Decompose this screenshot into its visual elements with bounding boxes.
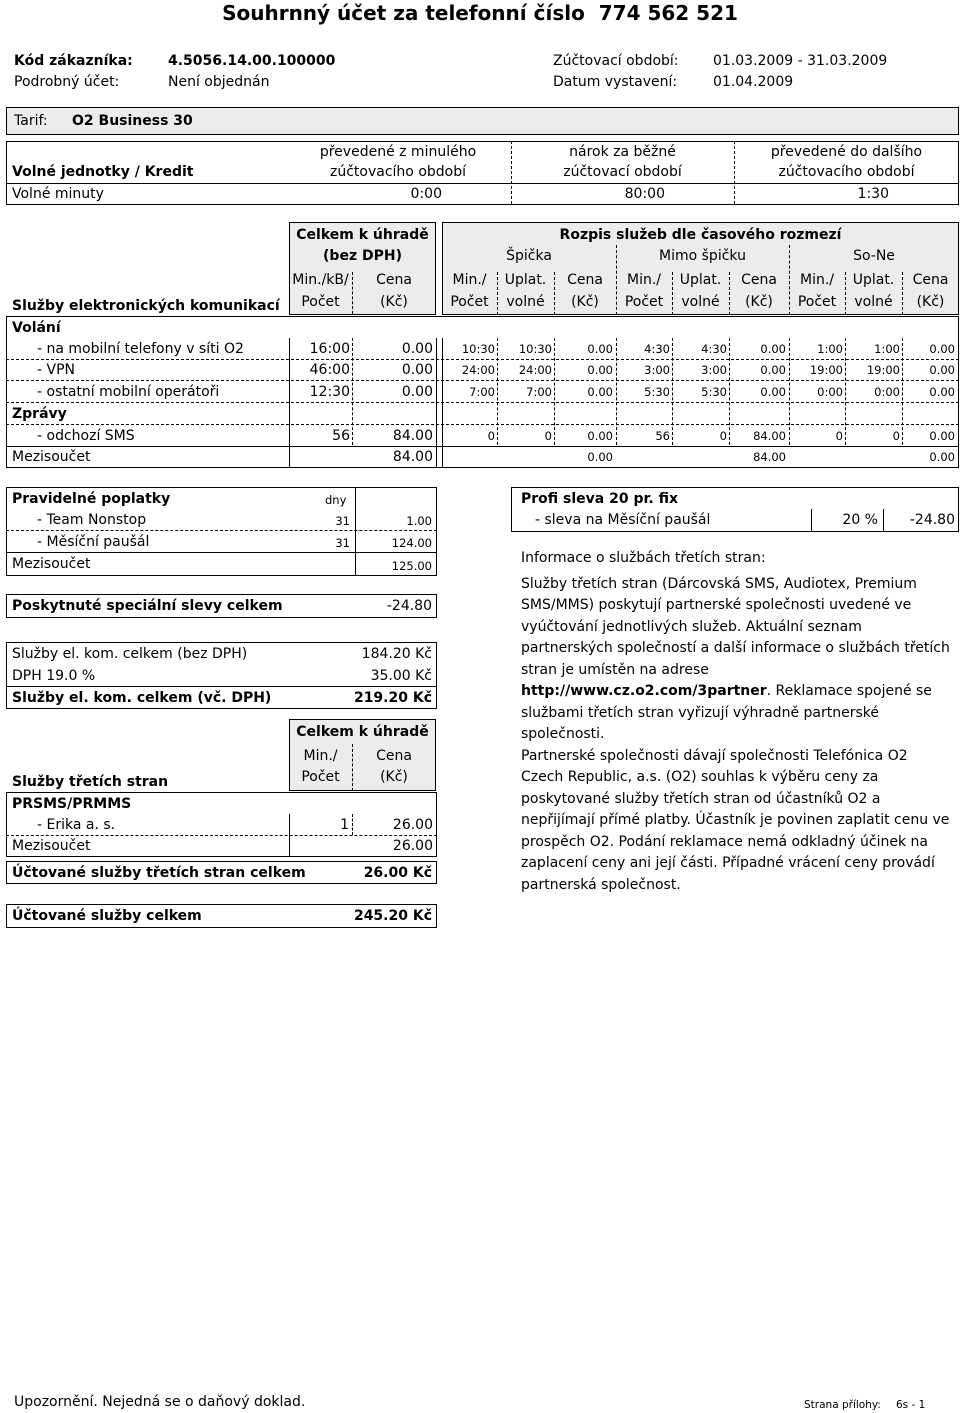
total-col1-line1: Min./kB/ <box>292 272 349 288</box>
row-price: 0.00 <box>401 341 433 357</box>
row-cell: 0.00 <box>929 429 955 443</box>
profi-title: Profi sleva 20 pr. fix <box>521 491 678 507</box>
customer-code: 4.5056.14.00.100000 <box>168 53 336 69</box>
row-cell: 0.00 <box>760 342 786 356</box>
total-value: 184.20 Kč <box>361 646 432 662</box>
profi-label: - sleva na Měsíční paušál <box>535 512 711 528</box>
row-cell: 0.00 <box>587 342 613 356</box>
row-cell: 3:00 <box>644 363 670 377</box>
row-cell: 5:30 <box>644 385 670 399</box>
offpeak-col2-line2: volné <box>681 294 720 310</box>
row-cell: 24:00 <box>461 363 495 377</box>
page-title: Souhrnný účet za telefonní číslo 774 562 521 <box>222 1 738 25</box>
weekend-col2-line2: volné <box>854 294 893 310</box>
row-cell: 0 <box>487 429 495 443</box>
peak-col3-line1: Cena <box>567 272 603 288</box>
customer-code-label: Kód zákazníka: <box>14 53 133 69</box>
subtotal-offpeak: 84.00 <box>753 450 786 464</box>
row-cell: 56 <box>655 429 670 443</box>
regular-item-amount: 124.00 <box>391 536 432 550</box>
third-col2-line1: Cena <box>376 748 412 764</box>
third-total-label: Účtované služby třetích stran celkem <box>12 865 306 881</box>
services-section-title: Služby elektronických komunikací <box>12 298 280 314</box>
weekend-col1-line1: Min./ <box>799 272 834 288</box>
third-title: Služby třetích stran <box>12 774 169 790</box>
units-value-3: 1:30 <box>857 186 889 202</box>
third-total-value: 26.00 Kč <box>363 865 432 881</box>
row-cell: 0.00 <box>587 385 613 399</box>
row-cell: 0.00 <box>587 429 613 443</box>
regular-item-days: 31 <box>335 514 350 528</box>
issue-value: 01.04.2009 <box>713 74 794 90</box>
row-cell: 0.00 <box>760 385 786 399</box>
days-label: dny <box>325 493 347 507</box>
detail-value: Není objednán <box>168 74 270 90</box>
row-cell: 0 <box>544 429 552 443</box>
regular-subtotal: 125.00 <box>391 559 432 573</box>
offpeak-col2-line1: Uplat. <box>679 272 722 288</box>
third-party-info <box>521 548 953 896</box>
row-cell: 0.00 <box>760 363 786 377</box>
row-cell: 4:30 <box>701 342 727 356</box>
offpeak-col1-line2: Počet <box>624 294 664 310</box>
row-cell: 24:00 <box>518 363 552 377</box>
regular-subtotal-label: Mezisoučet <box>12 556 91 572</box>
offpeak-col1-line1: Min./ <box>626 272 661 288</box>
units-value-2: 80:00 <box>624 186 665 202</box>
peak-col2-line1: Uplat. <box>504 272 547 288</box>
row-cell: 0.00 <box>929 363 955 377</box>
row-cell: 19:00 <box>809 363 843 377</box>
row-cell: 0.00 <box>929 385 955 399</box>
units-col3-line2: zúčtovacího období <box>778 164 915 180</box>
subtotal-peak: 0.00 <box>587 450 613 464</box>
units-row-label: Volné minuty <box>12 186 104 202</box>
peak-col1-line2: Počet <box>450 294 489 310</box>
grand-total-label: Účtované služby celkem <box>12 908 202 924</box>
total-header-line1: Celkem k úhradě <box>296 227 429 243</box>
peak-col2-line2: volné <box>506 294 545 310</box>
peak-col3-line2: (Kč) <box>571 294 599 310</box>
third-col1-line1: Min./ <box>303 748 338 764</box>
row-label: - VPN <box>37 362 75 378</box>
units-col2-line1: nárok za běžné <box>569 144 676 160</box>
total-value: 219.20 Kč <box>353 690 432 706</box>
weekend-col3-line1: Cena <box>912 272 949 288</box>
services-subtotal-price: 84.00 <box>392 449 433 465</box>
row-price: 0.00 <box>401 384 433 400</box>
row-cell: 0 <box>892 429 900 443</box>
row-cell: 0.00 <box>587 363 613 377</box>
period-offpeak: Mimo špičku <box>659 248 746 264</box>
row-cell: 7:00 <box>526 385 552 399</box>
units-title: Volné jednotky / Kredit <box>12 164 194 180</box>
subtotal-weekend: 0.00 <box>929 450 955 464</box>
tariff-label: Tarif: <box>14 113 48 129</box>
total-header-line2: (bez DPH) <box>323 248 402 264</box>
profi-pct: 20 % <box>842 512 878 528</box>
partner-url-link[interactable]: http://www.cz.o2.com/3partner <box>521 683 767 699</box>
row-cell: 0:00 <box>874 385 900 399</box>
third-group: PRSMS/PRMMS <box>12 796 132 812</box>
row-cell: 1:00 <box>874 342 900 356</box>
units-col3-line1: převedené do dalšího <box>770 144 923 160</box>
issue-label: Datum vystavení: <box>553 74 678 90</box>
row-qty: 16:00 <box>309 341 350 357</box>
units-col2-line2: zúčtovací období <box>563 164 682 180</box>
period-value: 01.03.2009 - 31.03.2009 <box>713 53 888 69</box>
units-value-1: 0:00 <box>410 186 442 202</box>
units-col1-line1: převedené z minulého <box>319 144 477 160</box>
row-cell: 0 <box>835 429 843 443</box>
period-weekend: So-Ne <box>853 248 895 264</box>
weekend-col2-line1: Uplat. <box>852 272 895 288</box>
discounts-value: -24.80 <box>386 598 432 614</box>
regular-title: Pravidelné poplatky <box>12 491 171 507</box>
row-cell: 84.00 <box>753 429 786 443</box>
footer-note: Upozornění. Nejedná se o daňový doklad. <box>14 1394 306 1410</box>
weekend-col3-line2: (Kč) <box>916 294 945 310</box>
regular-item-amount: 1.00 <box>406 514 432 528</box>
offpeak-col3-line2: (Kč) <box>745 294 773 310</box>
row-cell: 0 <box>719 429 727 443</box>
row-cell: 1:00 <box>817 342 843 356</box>
total-value: 35.00 Kč <box>370 668 432 684</box>
third-item-qty: 1 <box>340 817 349 833</box>
row-cell: 5:30 <box>701 385 727 399</box>
regular-item-label: - Měsíční paušál <box>37 534 150 550</box>
regular-item-label: - Team Nonstop <box>37 512 147 528</box>
info-p1-end: . Reklamace spojené se službami třetích stran vyřizují výhradně partnerské společnosti. <box>521 683 932 742</box>
row-cell: 10:30 <box>518 342 552 356</box>
offpeak-col3-line1: Cena <box>741 272 777 288</box>
row-label: - odchozí SMS <box>37 428 135 444</box>
info-heading: Informace o službách třetích stran: <box>521 550 766 566</box>
footer-page-label: Strana přílohy: <box>804 1399 881 1411</box>
row-label: - ostatní mobilní operátoři <box>37 384 220 400</box>
total-col2-line1: Cena <box>376 272 412 288</box>
info-paragraph-2: Partnerské společnosti dávají společnosti Telefónica O2 Czech Republic, a.s. (O2) souhlas k výběru ceny za poskytované služby třetích stran od účastníků O2 a nepřijímají přímé platby. Účastník je povinen zaplatit cenu ve prospěch O2. Podání reklamace nemá odkladný účinek na zaplacení ceny ani její části. Případné vrácení ceny provádí partnerská společnost. <box>521 747 950 893</box>
info-p1-start: Služby třetích stran (Dárcovská SMS, Audiotex, Premium SMS/MMS) poskytují partnerské společnosti uvedené ve vyúčtování jednotlivých služeb. Aktuální seznam partnerských společností a další informace o službách třetích stran je umístěn na adrese <box>521 575 950 678</box>
regular-item-days: 31 <box>335 536 350 550</box>
weekend-col1-line2: Počet <box>797 294 837 310</box>
row-qty: 56 <box>332 428 350 444</box>
row-cell: 3:00 <box>701 363 727 377</box>
row-cell: 4:30 <box>644 342 670 356</box>
info-paragraph-1 <box>521 574 953 746</box>
footer-page-number: 6s - 1 <box>896 1399 926 1411</box>
third-total-header: Celkem k úhradě <box>296 724 429 740</box>
total-label: Služby el. kom. celkem (bez DPH) <box>12 646 248 662</box>
third-item-price: 26.00 <box>392 817 433 833</box>
total-col1-line2: Počet <box>301 294 340 310</box>
row-label: - na mobilní telefony v síti O2 <box>37 341 244 357</box>
profi-value: -24.80 <box>909 512 955 528</box>
period-peak: Špička <box>506 248 552 264</box>
period-label: Zúčtovací období: <box>553 53 679 69</box>
third-col1-line2: Počet <box>301 769 340 785</box>
row-price: 84.00 <box>392 428 433 444</box>
row-price: 0.00 <box>401 362 433 378</box>
third-col2-line2: (Kč) <box>380 769 408 785</box>
third-item-label: - Erika a. s. <box>37 817 116 833</box>
total-col2-line2: (Kč) <box>380 294 408 310</box>
group-messages: Zprávy <box>12 406 67 422</box>
tariff-name: O2 Business 30 <box>72 113 193 129</box>
row-qty: 12:30 <box>309 384 350 400</box>
third-subtotal: 26.00 <box>392 838 433 854</box>
row-cell: 7:00 <box>469 385 495 399</box>
row-cell: 0.00 <box>929 342 955 356</box>
total-label: DPH 19.0 % <box>12 668 96 684</box>
detail-label: Podrobný účet: <box>14 74 120 90</box>
total-label: Služby el. kom. celkem (vč. DPH) <box>12 690 272 706</box>
services-subtotal-label: Mezisoučet <box>12 449 91 465</box>
row-cell: 10:30 <box>461 342 495 356</box>
third-subtotal-label: Mezisoučet <box>12 838 91 854</box>
row-cell: 0:00 <box>817 385 843 399</box>
peak-col1-line1: Min./ <box>452 272 487 288</box>
row-cell: 19:00 <box>866 363 900 377</box>
grand-total-value: 245.20 Kč <box>353 908 432 924</box>
row-qty: 46:00 <box>309 362 350 378</box>
discounts-label: Poskytnuté speciální slevy celkem <box>12 598 283 614</box>
units-col1-line2: zúčtovacího období <box>330 164 466 180</box>
group-calls: Volání <box>12 320 61 336</box>
breakdown-header: Rozpis služeb dle časového rozmezí <box>559 227 842 243</box>
